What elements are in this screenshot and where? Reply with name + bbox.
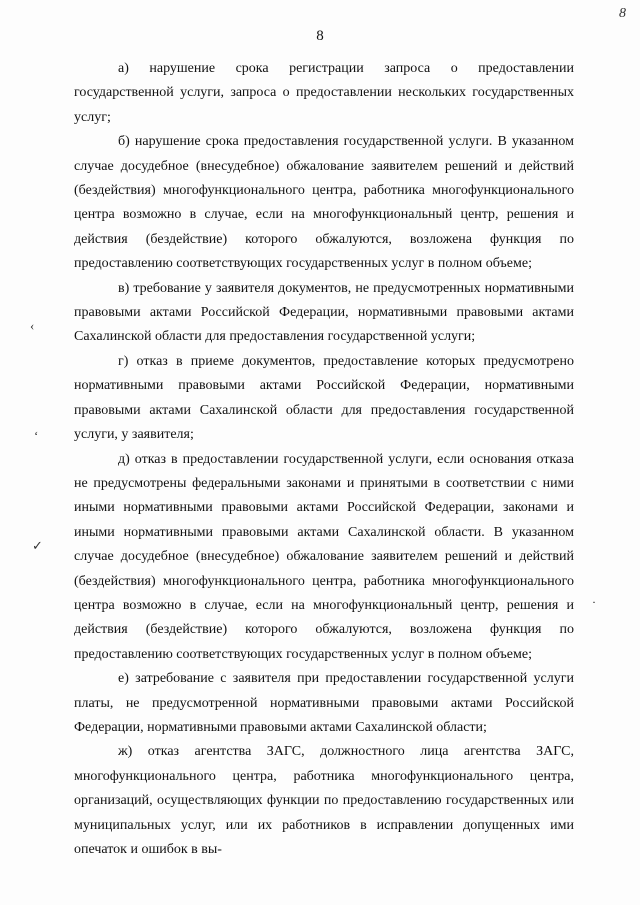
document-body [74, 57, 574, 862]
handwritten-page-mark: 8 [619, 6, 626, 21]
margin-tick-mark: ‹ [30, 318, 35, 333]
paragraph-e: е) затребование с заявителя при предоставлении государственной услуги платы, не предусмотренной нормативными правовыми актами Российской Федерации, нормативными правовыми актами Сахалинской области; [74, 671, 574, 735]
paragraph-zh: ж) отказ агентства ЗАГС, должностного лица агентства ЗАГС, многофункционального центра, работника многофункционального центра, организаций, осуществляющих функции по предоставлению государственных или муниципальных услуг, или их работников в исправлении допущенных ими опечаток и ошибок в вы- [74, 744, 574, 857]
paragraph-v: в) требование у заявителя документов, не предусмотренных нормативными правовыми актами Российской Федерации, нормативными правовыми актами Сахалинской области для предоставления государственной услуги; [74, 280, 574, 345]
paragraph-g: г) отказ в приеме документов, предоставление которых предусмотрено нормативными правовыми актами Российской Федерации, нормативными правовыми актами Сахалинской области для предоставления государственной услуги, у заявителя; [74, 353, 574, 443]
paragraph-b: б) нарушение срока предоставления государственной услуги. В указанном случае досудебное (внесудебное) обжалование заявителем решений и действий (бездействия) многофункционального центра, работника многофункционального центра возможно в случае, если на многофункциональный центр, решения и действия (бездействие) которого обжалуются, возложена функция по предоставлению соответствующих государственных услуг в полном объеме; [74, 134, 574, 272]
paragraph-d: д) отказ в предоставлении государственной услуги, если основания отказа не предусмотрены федеральными законами и принятыми в соответствии с ними иными нормативными правовыми актами Российской Федерации, законами и иными нормативными правовыми актами Сахалинской области. В указанном случае досудебное (внесудебное) обжалование заявителем решений и действий (бездействия) многофункционального центра, работника многофункционального центра возможно в случае, если на многофункциональный центр, решения и действия (бездействие) которого обжалуются, возложена функция по предоставлению соответствующих государственных услуг в полном объеме; [74, 451, 574, 662]
margin-tick-mark: ʻ [34, 428, 39, 443]
paragraph-a: а) нарушение срока регистрации запроса о предоставлении государственной услуги, запроса о предоставлении нескольких государственных услуг; [74, 61, 574, 125]
margin-check-mark: ✓ [32, 538, 43, 553]
page-number: 8 [316, 28, 324, 44]
margin-dot: · [592, 595, 596, 609]
